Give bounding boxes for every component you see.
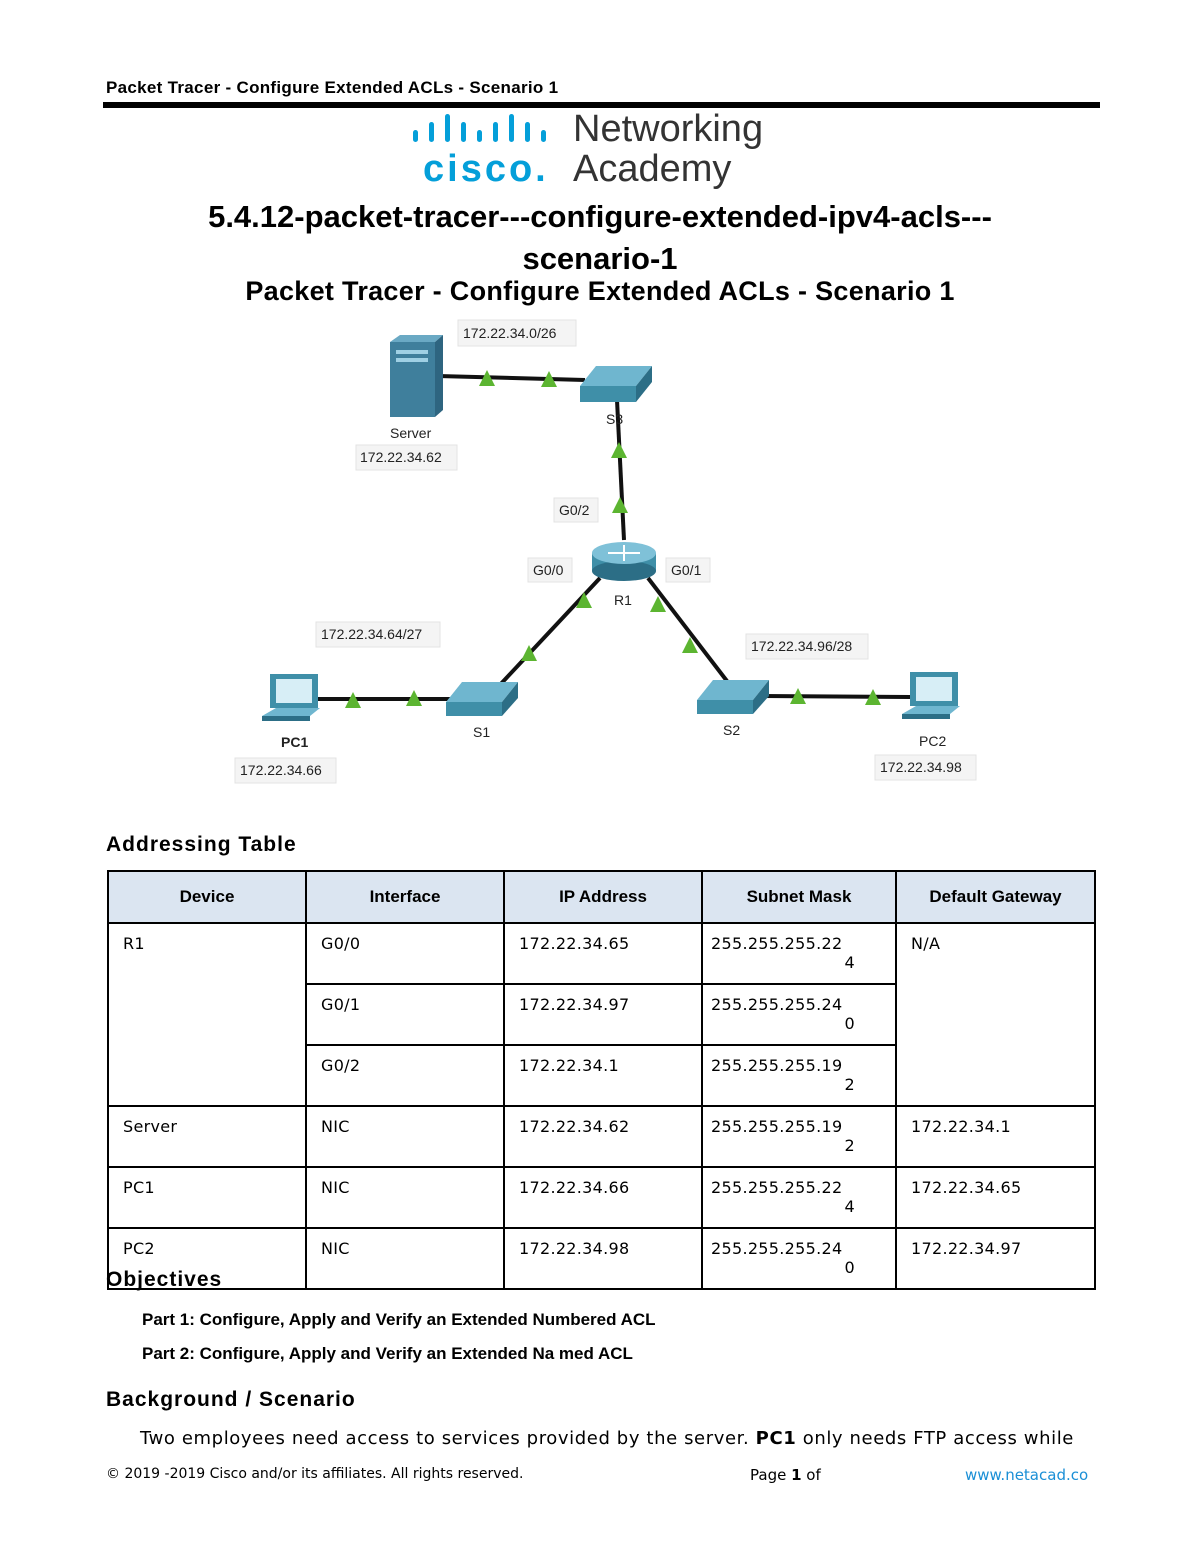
col-header: Default Gateway: [896, 871, 1095, 923]
pc1-label: PC1: [281, 734, 309, 750]
footer-page: [750, 1466, 821, 1484]
interface-cell: G0/0: [306, 923, 504, 984]
r1-label: R1: [614, 592, 632, 608]
s3-network: 172.22.34.0/26: [463, 325, 557, 341]
ip-cell: 172.22.34.66: [504, 1167, 702, 1228]
r1-g00-label: G0/0: [533, 562, 564, 578]
col-header: Interface: [306, 871, 504, 923]
mask-text: 255.255.255.24: [711, 995, 843, 1014]
table-row: [108, 1228, 1095, 1289]
link-server-s3: [438, 376, 585, 380]
mask-cell: [702, 984, 896, 1045]
background-text-c: only needs FTP access while: [796, 1428, 1074, 1449]
switch-s2-icon: [697, 680, 769, 714]
mask-cell: [702, 1167, 896, 1228]
header-title: Packet Tracer - Configure Extended ACLs - Scenario 1: [106, 78, 559, 97]
mask-text-wrap: 2: [844, 1136, 855, 1155]
logo-line1: Networking: [573, 108, 764, 150]
link-up-icon: [612, 497, 628, 513]
footer-url-link[interactable]: www.netacad.co: [965, 1466, 1089, 1484]
pc1-ip: 172.22.34.66: [240, 762, 322, 778]
device-cell: PC2: [108, 1228, 306, 1289]
server-icon: [390, 335, 443, 417]
table-row: [108, 1167, 1095, 1228]
mask-cell: [702, 1228, 896, 1289]
addressing-table-title: Addressing Table: [106, 833, 297, 856]
server-label: Server: [390, 425, 432, 441]
background-text-a: Two employees need access to services provided by the server.: [140, 1428, 756, 1449]
router-r1-icon: [592, 542, 656, 581]
s2-label: S2: [723, 722, 741, 738]
r1-g01-label: G0/1: [671, 562, 702, 578]
col-header: IP Address: [504, 871, 702, 923]
table-row: [108, 1106, 1095, 1167]
mask-text: 255.255.255.19: [711, 1056, 843, 1075]
col-header: Device: [108, 871, 306, 923]
table-header-row: [108, 871, 1095, 923]
mask-cell: [702, 1045, 896, 1106]
objective-part1: Part 1: Configure, Apply and Verify an Extended Numbered ACL: [142, 1310, 656, 1329]
s1-label: S1: [473, 724, 491, 740]
device-cell: Server: [108, 1106, 306, 1167]
mask-text-wrap: 0: [844, 1258, 855, 1277]
pc2-ip: 172.22.34.98: [880, 759, 962, 775]
mask-text: 255.255.255.22: [711, 934, 843, 953]
interface-cell: NIC: [306, 1228, 504, 1289]
footer-page-prefix: Page: [750, 1466, 792, 1484]
ip-cell: 172.22.34.97: [504, 984, 702, 1045]
logo-brand: cisco.: [423, 148, 549, 190]
pc2-label: PC2: [919, 733, 947, 749]
background-text: [140, 1428, 1074, 1449]
gateway-cell: 172.22.34.65: [896, 1167, 1095, 1228]
device-cell: R1: [108, 923, 306, 1106]
table-row: [108, 923, 1095, 984]
objective-part2: Part 2: Configure, Apply and Verify an Extended Na med ACL: [142, 1344, 633, 1363]
ip-cell: 172.22.34.62: [504, 1106, 702, 1167]
s2-network: 172.22.34.96/28: [751, 638, 853, 654]
gateway-cell: 172.22.34.97: [896, 1228, 1095, 1289]
mask-text-wrap: 4: [844, 1197, 855, 1216]
footer-page-suffix: of: [801, 1466, 821, 1484]
pc2-icon: [902, 672, 960, 719]
gateway-cell: 172.22.34.1: [896, 1106, 1095, 1167]
background-title: Background / Scenario: [106, 1388, 356, 1411]
switch-s1-icon: [446, 682, 518, 716]
interface-cell: NIC: [306, 1167, 504, 1228]
addressing-table: [107, 870, 1096, 1290]
gateway-cell: N/A: [896, 923, 1095, 1106]
link-s2-pc2: [760, 696, 910, 697]
ip-cell: 172.22.34.1: [504, 1045, 702, 1106]
mask-cell: [702, 1106, 896, 1167]
mask-text-wrap: 2: [844, 1075, 855, 1094]
r1-g02-label: G0/2: [559, 502, 590, 518]
col-header: Subnet Mask: [702, 871, 896, 923]
s3-label: S3: [606, 411, 624, 427]
link-up-icon: [611, 442, 627, 458]
s1-network: 172.22.34.64/27: [321, 626, 423, 642]
document-title-line1: 5.4.12-packet-tracer---configure-extended-ipv4-acls---: [208, 199, 992, 234]
objectives-title: Objectives: [106, 1268, 223, 1291]
logo-line2: Academy: [573, 148, 732, 190]
link-r1-s2: [648, 578, 730, 685]
ip-cell: 172.22.34.98: [504, 1228, 702, 1289]
background-text-pc1: PC1: [755, 1428, 797, 1449]
interface-cell: NIC: [306, 1106, 504, 1167]
document-subtitle: Packet Tracer - Configure Extended ACLs - Scenario 1: [245, 276, 955, 306]
mask-text: 255.255.255.22: [711, 1178, 843, 1197]
document-title-line2: scenario-1: [522, 241, 678, 276]
interface-cell: G0/2: [306, 1045, 504, 1106]
switch-s3-icon: [580, 366, 652, 402]
ip-cell: 172.22.34.65: [504, 923, 702, 984]
device-cell: PC1: [108, 1167, 306, 1228]
mask-text: 255.255.255.24: [711, 1239, 843, 1258]
server-ip: 172.22.34.62: [360, 449, 442, 465]
mask-text-wrap: 4: [844, 953, 855, 972]
pc1-icon: [262, 674, 320, 721]
footer-page-number: 1: [791, 1466, 802, 1484]
mask-text: 255.255.255.19: [711, 1117, 843, 1136]
mask-text-wrap: 0: [844, 1014, 855, 1033]
footer-copyright: © 2019 -2019 Cisco and/or its affiliates. All rights reserved.: [106, 1466, 524, 1482]
interface-cell: G0/1: [306, 984, 504, 1045]
mask-cell: [702, 923, 896, 984]
